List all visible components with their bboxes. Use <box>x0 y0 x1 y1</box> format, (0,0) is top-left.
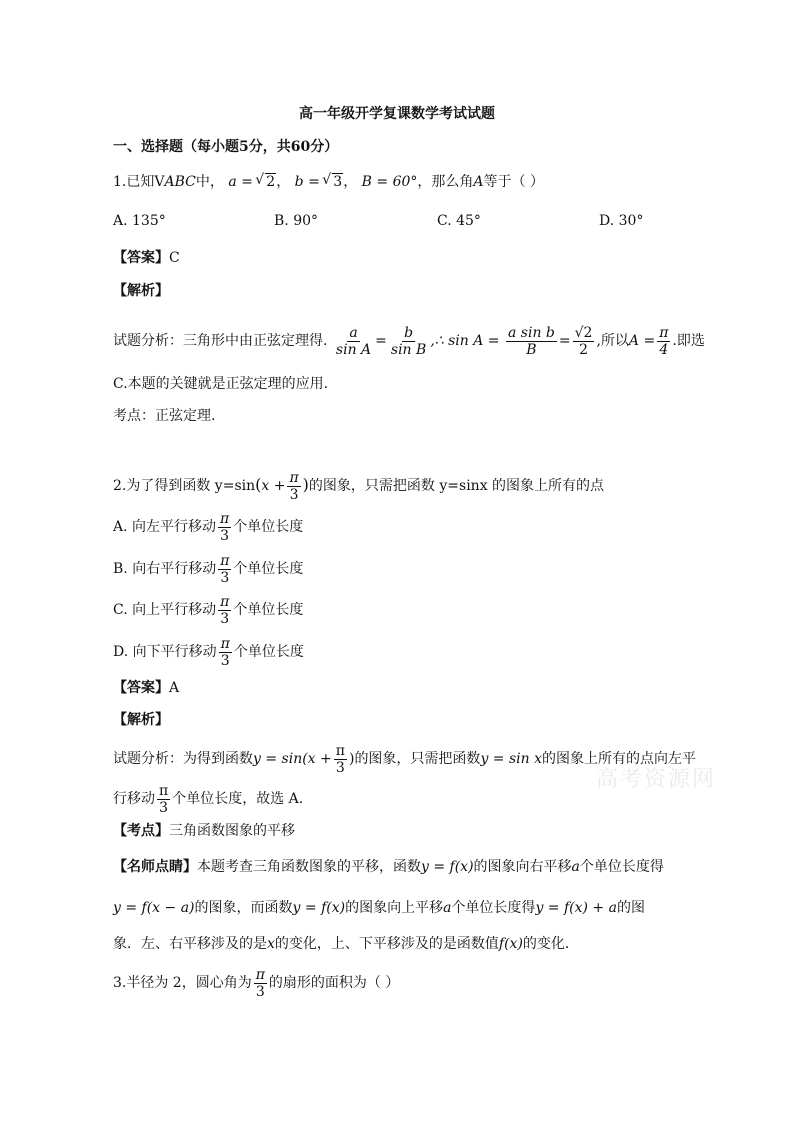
q2-analysis-line2: 行移动 $\frac{\pi}{3}$ 个单位长度，故选 A. <box>113 782 304 816</box>
q1-a-eq: a = <box>228 174 253 190</box>
q1-option-d: D. 30° <box>599 213 644 229</box>
q1-B-eq: B = 60° <box>361 174 418 190</box>
q1-tail: ，那么角 <box>417 174 474 190</box>
q2-option-d: D. 向下平行移动 $\frac{\pi}{3}$ 个单位长度 <box>113 635 304 669</box>
q1-frac-d: $\frac{√2}{2}$ <box>574 324 593 358</box>
q1-frac-e: $\frac{\pi}{4}$ <box>659 324 669 358</box>
q2-mingshi-line1: 【名师点睛】本题考查三角函数图象的平移，函数y = f(x)的图象向右平移a个单位长度得 <box>113 859 664 875</box>
q1-triangle: VABC <box>154 174 196 190</box>
q2-answer: 【答案】A <box>113 680 180 696</box>
q1-kaodian: 考点：正弦定理. <box>113 408 216 424</box>
question-3: 3.半径为 2，圆心角为 $\frac{\pi}{3}$ 的扇形的面积为（ ） <box>113 966 400 1000</box>
q1-mid: 中， <box>195 174 224 190</box>
q2-kaodian: 【考点】三角函数图象的平移 <box>113 823 295 839</box>
question-2: 2.为了得到函数 y=sin(x + $\frac{\pi}{3}$ )的图象，只需把函数 y=sinx 的图象上所有的点 <box>113 469 605 503</box>
q2-option-a: A. 向左平行移动 $\frac{\pi}{3}$ 个单位长度 <box>113 510 304 544</box>
q1-frac-a: $\frac{a}{\text{sin A}}$ <box>335 324 372 358</box>
q1-A: A <box>473 174 484 190</box>
question-1: 1.已知VABC中， a = √ 2， b = √ 3， B = 60°，那么角A等于（ ） <box>113 172 544 192</box>
q1-answer: 【答案】C <box>113 250 180 266</box>
q1-analysis-line2: C.本题的关键就是正弦定理的应用. <box>113 376 329 392</box>
q1-frac-b: $\frac{b}{\text{sin B}}$ <box>390 324 427 358</box>
section-heading: 一、选择题（每小题5分，共60分） <box>113 139 339 155</box>
q1-option-b: B. 90° <box>274 213 319 229</box>
q1-b-eq: b = <box>294 174 320 190</box>
q1-b-sqrt: √ 3 <box>324 172 343 192</box>
watermark-logo: 高考资源网 <box>596 767 717 792</box>
q1-tail2: 等于（ ） <box>483 174 544 190</box>
q2-mingshi-line3: 象．左、右平移涉及的是x的变化，上、下平移涉及的是函数值f(x)的变化． <box>113 936 579 952</box>
q1-analysis: 试题分析：三角形中由正弦定理得. $\frac{a}{\text{sin A}}$ = $\frac{b}{\text{sin B}}$ ,∴ sin A = $\frac{\text{a sin b}}{B}$ = $\frac{√2}{2}$ ,所以A = $\frac{\pi}{4}$ .即选 <box>113 324 705 358</box>
q1-option-a: A. 135° <box>113 213 166 229</box>
q2-option-b: B. 向右平行移动 $\frac{\pi}{3}$ 个单位长度 <box>113 552 304 586</box>
q1-prefix: 1.已知 <box>113 174 155 190</box>
q1-frac-c: $\frac{\text{a sin b}}{B}$ <box>508 324 555 358</box>
q2-mingshi-line2: y = f(x − a)的图象，而函数y = f(x)的图象向上平移a个单位长度得y = f(x) + a的图 <box>113 900 645 916</box>
q1-analysis-label: 【解析】 <box>113 283 169 299</box>
q2-analysis: 试题分析：为得到函数y = sin(x + $\frac{\pi}{3}$ )的图象，只需把函数y = sin x的图象上所有的点向左平 <box>113 742 697 776</box>
q1-option-c: C. 45° <box>437 213 481 229</box>
q2-option-c: C. 向上平行移动 $\frac{\pi}{3}$ 个单位长度 <box>113 593 304 627</box>
q2-analysis-label: 【解析】 <box>113 712 169 728</box>
q1-a-sqrt: √ 2 <box>257 172 276 192</box>
q2-frac: $\frac{\pi}{3}$ <box>289 469 299 503</box>
page-title: 高一年级开学复课数学考试试题 <box>299 106 495 122</box>
